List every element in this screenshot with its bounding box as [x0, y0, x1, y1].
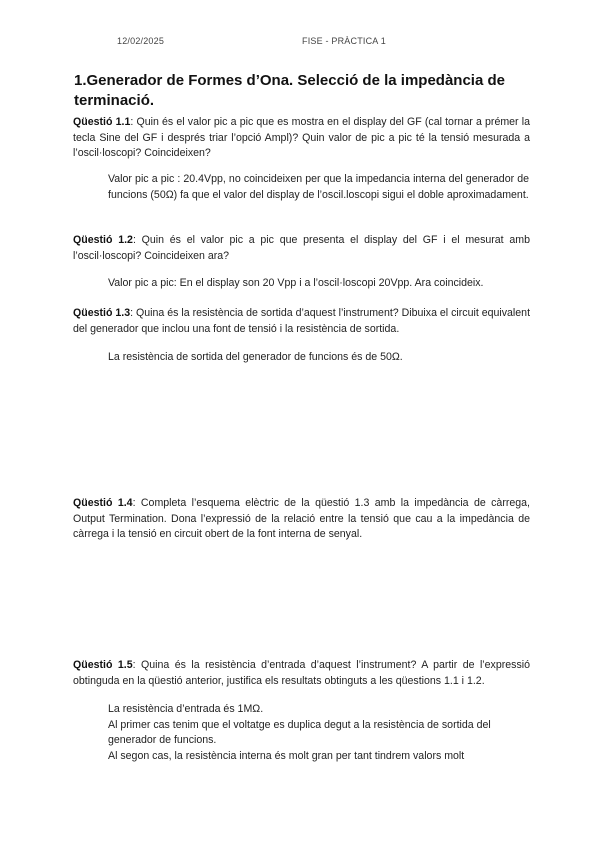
answer-1-3: [108, 350, 529, 366]
question-label: Qüestió 1.5: [73, 659, 133, 671]
answer-1-1: [108, 172, 529, 203]
question-text: : Quin és el valor pic a pic que es mostra en el display del GF (cal tornar a prémer la tecla Sine del GF i després triar l’opció Ampl)? Quin valor de pic a pic té la tensió mesurada a l’oscil·loscopi? Coincideixen?: [73, 116, 531, 160]
section-title: 1.Generador de Formes d’Ona. Selecció de la impedància de terminació.: [74, 72, 505, 109]
answer-1-2: [108, 276, 529, 292]
question-text: : Quina és la resistència de sortida d’aquest l’instrument? Dibuixa el circuit equivalent del generador que inclou una font de tensió i la resistència de sortida.: [73, 307, 531, 335]
question-label: Qüestió 1.4: [73, 497, 133, 509]
answer-line: Valor pic a pic: En el display son 20 Vpp i a l’oscil·loscopi 20Vpp. Ara coincideix.: [108, 277, 484, 289]
question-label: Qüestió 1.2: [73, 234, 133, 246]
question-1-2: [73, 233, 530, 264]
answer-line: La resistència d’entrada és 1MΩ.: [108, 703, 264, 715]
question-text: : Quin és el valor pic a pic que presenta el display del GF i el mesurat amb l’oscil·loscopi? Coincideixen ara?: [73, 234, 530, 262]
question-label: Qüestió 1.1: [73, 116, 131, 128]
answer-line: La resistència de sortida del generador de funcions és de 50Ω.: [108, 351, 403, 363]
question-text: : Quina és la resistència d’entrada d’aquest l’instrument? A partir de l’expressió obtinguda en la qüestió anterior, justifica els resultats obtinguts a les qüestions 1.1 i 1.2.: [73, 659, 530, 687]
question-1-3: [73, 306, 530, 337]
header-title: FISE - PRÀCTICA 1: [302, 36, 386, 46]
answer-line: Al segon cas, la resistència interna és molt gran per tant tindrem valors molt: [108, 749, 465, 762]
question-label: Qüestió 1.3: [73, 307, 131, 319]
question-text: : Completa l’esquema elèctric de la qüestió 1.3 amb la impedància de càrrega, Output Termination. Dona l’expressió de la relació entre la tensió que cau a la impedància de càrrega i la tensió en circuit obert de la font interna de senyal.: [73, 497, 530, 541]
question-1-1: [73, 115, 530, 162]
header-date: 12/02/2025: [117, 36, 165, 46]
question-1-4: [73, 496, 530, 543]
answer-line: Al primer cas tenim que el voltatge es duplica degut a la resistència de sortida del generador de funcions.: [108, 718, 491, 747]
question-1-5: [73, 658, 530, 689]
answer-1-5: [108, 702, 529, 764]
answer-line: Valor pic a pic : 20.4Vpp, no coincideixen per que la impedancia interna del generador de funcions (50Ω) fa que el valor del display de l’oscil.loscopi sigui el doble aproximadament.: [108, 173, 529, 201]
